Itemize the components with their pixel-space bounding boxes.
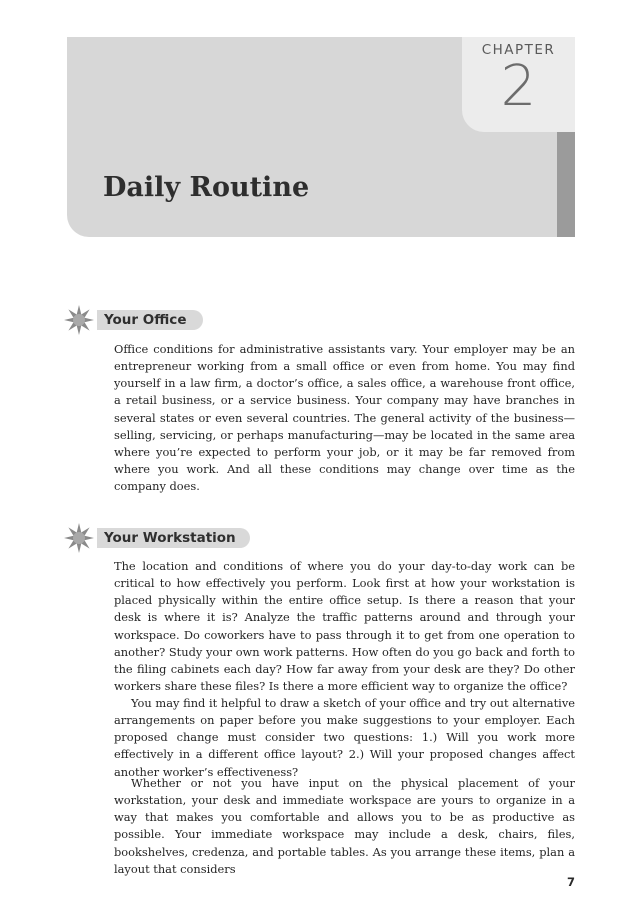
section-title: Your Office xyxy=(104,312,187,328)
chapter-number: 2 xyxy=(500,54,537,119)
page-number: 7 xyxy=(566,875,575,889)
chapter-tab-stripe xyxy=(557,132,575,237)
section-title: Your Workstation xyxy=(104,530,236,546)
paragraph: Whether or not you have input on the physical placement of your workstation, your desk and immediate workspace are yours to organize in a way that makes you comfortable and allows you to be as productive as possible. Your immediate workspace may include a desk, chairs, files, bookshelves, credenza, and portable tables. As you arrange these items, plan a layout that considers xyxy=(114,776,575,876)
paragraph: Office conditions for administrative assistants vary. Your employer may be an entrepreneur working from a small office or even from home. You may find yourself in a law firm, a doctor’s office, a sales office, a warehouse front office, a retail business, or a service business. Your company may have branches in several states or even several countries. The general activity of the business—selling, servicing, or perhaps manufacturing—may be located in the same area where you’re expected to perform your job, or it may be far removed from where you work. And all these conditions may change over time as the company does. xyxy=(114,342,575,494)
chapter-title: Daily Routine xyxy=(103,172,310,203)
starburst-icon xyxy=(61,302,97,338)
starburst-icon xyxy=(61,520,97,556)
paragraph: The location and conditions of where you do your day-to-day work can be critical to how effectively you perform. Look first at how your workstation is placed physically within the entire office setup. Is there a reason that your desk is where it is? Analyze the traffic patterns around and through your workspace. Do coworkers have to pass through it to get from one operation to another? Study your own work patterns. How often do you go back and forth to the filing cabinets each day? How far away from your desk are they? Do other workers share these files? Is there a more efficient way to organize the office? xyxy=(114,559,575,694)
paragraph: You may find it helpful to draw a sketch of your office and try out alternative arrangements on paper before you make suggestions to your employer. Each proposed change must consider two questions: 1.) Will you work more effectively in a different office layout? 2.) Will your proposed changes affect another worker’s effectiveness? xyxy=(114,696,575,779)
chapter-label: CHAPTER xyxy=(481,42,556,58)
